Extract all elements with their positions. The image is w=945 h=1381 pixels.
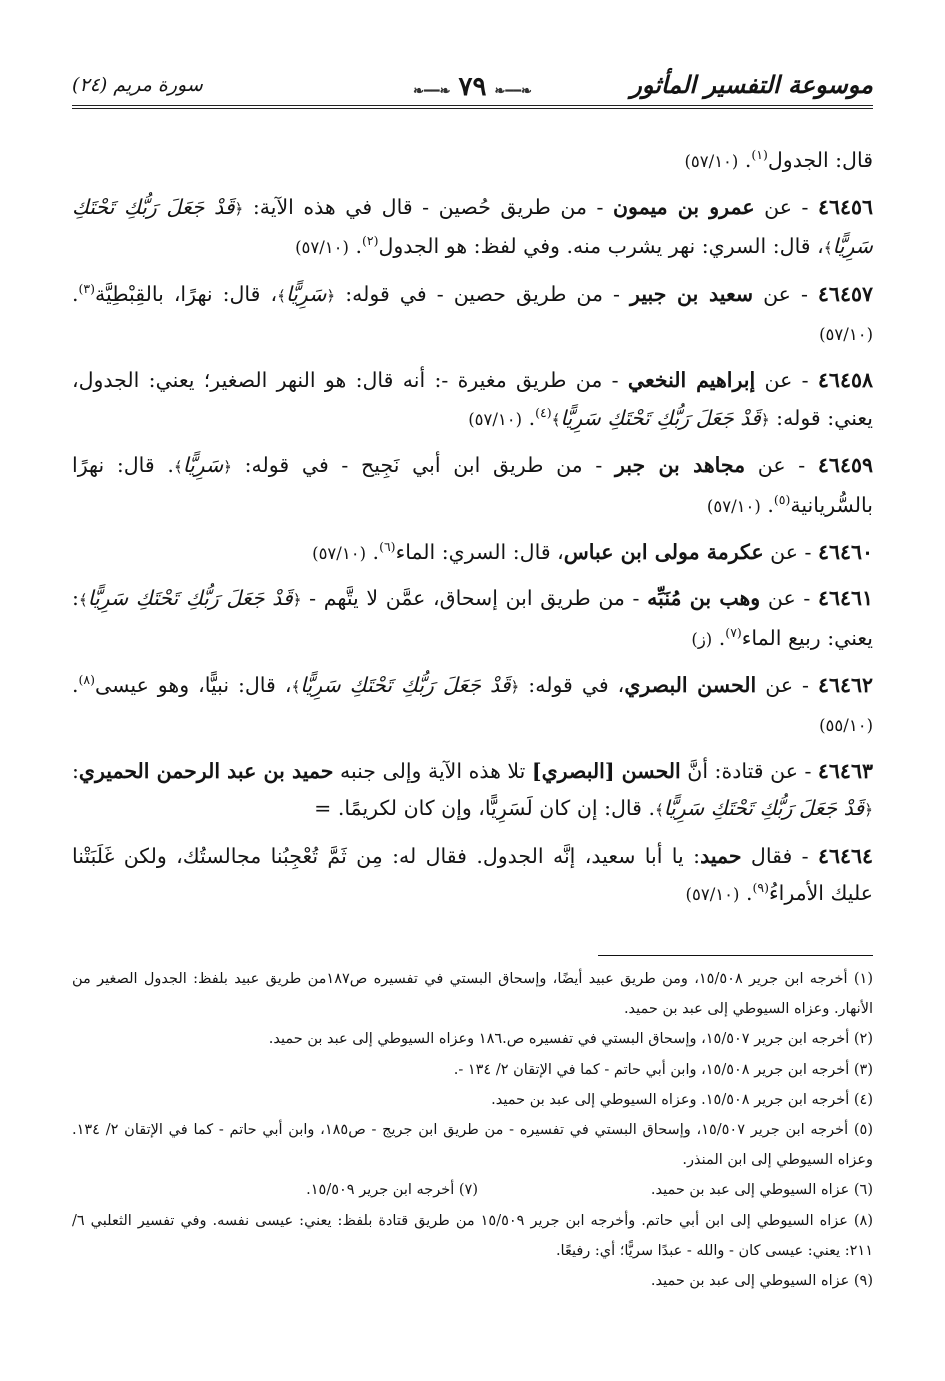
footnote-marker: (٢): [362, 233, 379, 249]
text-run: : يعني: ربيع الماء: [72, 586, 873, 650]
footnote-5: (٥) أخرجه ابن جرير ١٥/٥٠٧، وإسحاق البستي في تفسيره - من طريق ابن جريج - ص١٨٥، وابن أبي حاتم - كما في الإتقان ٢/ ١٣٤. وعزاه السيوطي إلى ابن المنذر.: [72, 1122, 873, 1169]
text-run: .: [522, 405, 536, 430]
quran-verse: قَدْ جَعَلَ رَبُّكِ تَحْتَكِ سَرِيًّا: [300, 672, 511, 697]
narrator-name: الحسن البصري: [624, 672, 757, 697]
verse-bracket: ﴿: [234, 199, 244, 218]
volume-reference: (٥٥/١٠): [819, 716, 873, 736]
narration-paragraph: [72, 142, 873, 180]
text-run: .: [348, 234, 362, 259]
text-run: - من طريق حُصين - قال في هذه الآية:: [243, 194, 613, 219]
footnote-marker: (٩): [752, 880, 769, 896]
footnote-marker: (٥): [773, 491, 791, 507]
text-run: - عن: [755, 368, 818, 393]
verse-bracket: ﴾: [277, 287, 286, 305]
text-run: - عن: [763, 539, 818, 564]
narration-number: ٤٦٤٦٠: [817, 539, 873, 564]
narrator-name: حميد: [700, 844, 742, 869]
volume-reference: (٥٧/١٠): [706, 496, 761, 516]
footnote-marker: (٦): [379, 538, 396, 554]
text-run: .: [72, 282, 79, 306]
footnote-1: (١) أخرجه ابن جرير ١٥/٥٠٨، ومن طريق عبيد أيضًا، وإسحاق البستي في تفسيره ص١٨٧من طريق عبيد بلفظ: الجدول الصغير من الأنهار. وعزاه السيوطي إلى عبد بن حميد.: [72, 971, 873, 1018]
verse-bracket: ﴾: [291, 677, 301, 696]
text-run: ، في قوله:: [519, 672, 625, 697]
text-run: - عن قتادة: أنَّ: [680, 758, 818, 783]
text-run: - فقال: [741, 844, 818, 869]
footnote-3: (٣) أخرجه ابن جرير ١٥/٥٠٨، وابن أبي حاتم - كما في الإتقان ٢/ ١٣٤ -.: [453, 1061, 873, 1078]
footnote-4: (٤) أخرجه ابن جرير ١٥/٥٠٨. وعزاه السيوطي إلى عبد بن حميد.: [491, 1091, 873, 1108]
narration-number: ٤٦٤٥٩: [817, 453, 873, 478]
narration-paragraph: [72, 189, 873, 268]
text-run: - عن: [754, 194, 818, 219]
ornament-right-icon: ❧━━❧: [494, 84, 532, 99]
narration-paragraph: [72, 534, 873, 572]
volume-reference: (٥٧/١٠): [312, 543, 367, 563]
text-run: - من طريق ابن أبي نَجِيح - في قوله:: [231, 453, 615, 478]
quran-verse: قَدْ جَعَلَ رَبُّكِ تَحْتَكِ سَرِيًّا: [560, 405, 761, 430]
narration-paragraph: [72, 753, 873, 830]
text-run: قال: الجدول: [767, 148, 873, 172]
text-run: . قال: نهرًا بالسُّريانية: [72, 453, 873, 517]
footnote-separator: [598, 955, 873, 956]
footnotes: [72, 964, 873, 1296]
page-header: [72, 70, 873, 110]
quran-verse: سَرِيًّا: [182, 453, 224, 478]
text-run: .: [366, 539, 380, 564]
text-run: . قال: إن كان لَسَرِيًّا، وإن كان لكريمًا. =: [314, 796, 655, 821]
narration-number: ٤٦٤٥٨: [817, 368, 873, 393]
surah-label: سورة مريم (٢٤): [72, 74, 203, 96]
narrator-name: سعيد بن جبير: [630, 282, 754, 306]
ornament-left-icon: ❧━━❧: [413, 84, 451, 99]
text-run: ، قال: نبيًّا، وهو عيسى: [95, 672, 292, 697]
text-run: ، قال: السري: نهر يشرب منه. وفي لفظ: هو الجدول: [378, 234, 824, 259]
narration-paragraph: [72, 838, 873, 914]
volume-reference: (٥٧/١٠): [684, 152, 739, 171]
header-rule: [72, 105, 873, 109]
narration-paragraph: [72, 447, 873, 525]
text-run: تلا هذه الآية وإلى جنبه: [333, 758, 532, 783]
narration-paragraph: [72, 667, 873, 745]
footnote-marker: (٣): [78, 281, 96, 297]
narrator-name: وهب بن مُنَبِّه: [647, 586, 761, 611]
narration-number: ٤٦٤٦٤: [817, 844, 873, 869]
volume-reference: (٥٧/١٠): [685, 885, 740, 905]
quran-verse: قَدْ جَعَلَ رَبُّكِ تَحْتَكِ سَرِيًّا: [663, 796, 865, 821]
narration-number: ٤٦٤٦٢: [817, 672, 874, 697]
footnote-7: (٧) أخرجه ابن جرير ١٥/٥٠٩.: [306, 1182, 478, 1199]
text-run: ، قال: السري: الماء: [395, 539, 564, 564]
text-run: : يا أبا سعيد، إنَّه الجدول. فقال له: مِن ثَمَّ تُعْجِبُنا مجالستُك، ولكن غَلَبَتْنا عليك الأمراءُ: [72, 844, 873, 906]
footnote-marker: (٧): [725, 624, 742, 640]
volume-reference: (٥٧/١٠): [295, 238, 349, 258]
narrator-name: الحسن [البصري]: [531, 758, 681, 783]
narrator-name: مجاهد بن جبر: [614, 453, 746, 478]
verse-bracket: ﴾: [551, 410, 561, 429]
verse-bracket: ﴿: [510, 677, 520, 696]
text-run: .: [739, 881, 753, 906]
footnote-9: (٩) عزاه السيوطي إلى عبد بن حميد.: [650, 1273, 873, 1290]
narration-paragraph: [72, 362, 873, 439]
volume-reference: (٥٧/١٠): [819, 325, 873, 345]
book-title: موسوعة التفسير المأثور: [630, 70, 873, 99]
verse-bracket: ﴿: [292, 591, 302, 610]
narration-paragraph: [72, 276, 873, 354]
page-number-value: ٧٩: [458, 72, 487, 102]
narration-number: ٤٦٤٥٦: [817, 194, 874, 219]
volume-reference: (٥٧/١٠): [468, 409, 523, 429]
narration-number: ٤٦٤٥٧: [817, 282, 873, 306]
quran-verse: قَدْ جَعَلَ رَبُّكِ تَحْتَكِ سَرِيًّا: [87, 586, 293, 611]
text-run: ، قال: نهرًا، بالقِبْطِيَّة: [95, 282, 278, 306]
narrator-name: عمرو بن ميمون: [612, 194, 755, 219]
narrator-name: إبراهيم النخعي: [627, 368, 756, 393]
main-text: [72, 142, 873, 922]
text-run: - من طريق حصين - في قوله:: [335, 282, 631, 306]
text-run: - من طريق ابن إسحاق، عمَّن لا يتَّهم -: [301, 586, 648, 611]
footnote-row-6-7: [72, 1175, 873, 1205]
narrator-name: عكرمة مولى ابن عباس: [563, 539, 764, 564]
page-number: [405, 72, 540, 102]
verse-bracket: ﴿: [760, 410, 770, 429]
footnote-6: (٦) عزاه السيوطي إلى عبد بن حميد.: [650, 1182, 873, 1199]
text-run: - من طريق مغيرة -: أنه قال: هو النهر الصغير؛ يعني: الجدول، يعني: قوله:: [72, 368, 873, 430]
footnote-8: (٨) عزاه السيوطي إلى ابن أبي حاتم. وأخرجه ابن جرير ١٥/٥٠٩ من طريق قتادة بلفظ: يعني: عيسى نفسه. وفي تفسير الثعلبي ٦/ ٢١١: يعني: عيسى كان - والله - عبدًا سريًّا؛ أي: رفيعًا.: [72, 1212, 873, 1259]
quran-verse: قَدْ جَعَلَ رَبُّكِ تَحْتَكِ سَرِيًّا: [72, 194, 873, 259]
verse-bracket: ﴾: [78, 591, 88, 610]
text-run: - عن: [756, 672, 818, 697]
text-run: - عن: [745, 453, 818, 478]
text-run: .: [738, 148, 752, 172]
narration-number: ٤٦٤٦٣: [817, 758, 873, 783]
text-run: - عن: [760, 586, 818, 611]
narrator-name: حميد بن عبد الرحمن الحميري: [78, 758, 334, 783]
text-run: :: [72, 758, 79, 783]
footnote-marker: (١): [751, 147, 768, 163]
verse-bracket: ﴾: [654, 801, 664, 820]
footnote-marker: (٤): [535, 404, 552, 420]
verse-bracket: ﴾: [173, 458, 183, 477]
footnote-marker: (٨): [78, 671, 96, 687]
verse-bracket: ﴾: [823, 239, 833, 258]
quran-verse: سَرِيًّا: [285, 282, 327, 306]
text-run: .: [72, 672, 79, 697]
narration-number: ٤٦٤٦١: [817, 586, 873, 611]
text-run: .: [712, 625, 726, 650]
text-run: .: [760, 492, 774, 517]
text-run: - عن: [753, 282, 818, 306]
narration-paragraph: [72, 580, 873, 658]
footnote-2: (٢) أخرجه ابن جرير ١٥/٥٠٧، وإسحاق البستي في تفسيره ص.١٨٦ وعزاه السيوطي إلى عبد بن حميد.: [268, 1031, 873, 1048]
volume-reference: (ز): [691, 629, 713, 649]
verse-bracket: ﴿: [864, 801, 873, 820]
verse-bracket: ﴿: [223, 458, 232, 477]
verse-bracket: ﴿: [326, 287, 336, 305]
